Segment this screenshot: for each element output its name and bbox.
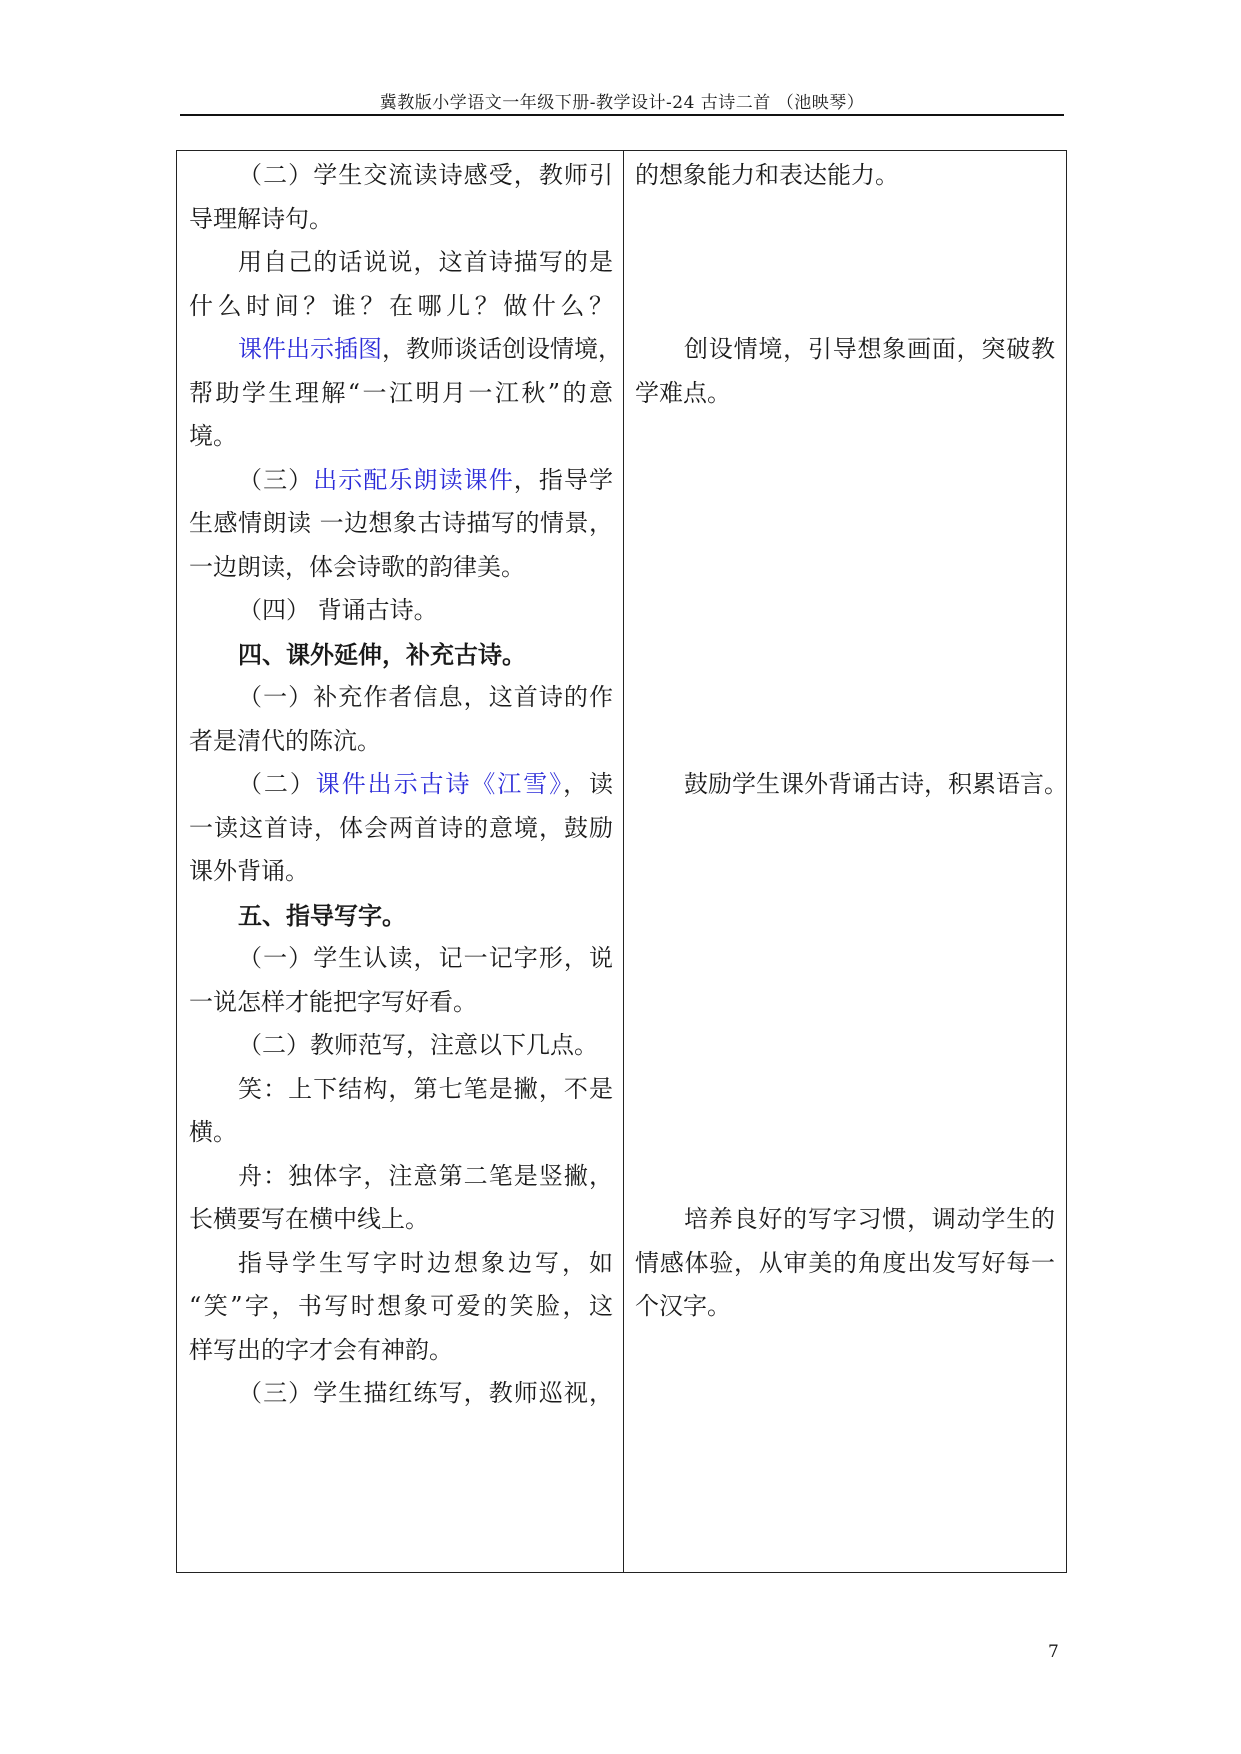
- column-divider: [623, 151, 624, 1572]
- text-line: [189, 456, 613, 505]
- text-line: [189, 847, 309, 896]
- page-number: 7: [1048, 1642, 1059, 1662]
- text-line: [189, 1195, 429, 1244]
- text-segment: （一）学生认读，记一记字形，说: [238, 944, 613, 972]
- text-line: [189, 760, 613, 809]
- text-segment: 五、指导写字。: [238, 901, 406, 930]
- text-line: [189, 238, 613, 287]
- text-line: [189, 499, 613, 548]
- text-segment: （二）学生交流读诗感受，教师引: [238, 161, 613, 189]
- text-line: [635, 1239, 1055, 1288]
- text-segment: 创设情境，引导想象画面，突破教: [684, 335, 1055, 363]
- text-line: [189, 543, 525, 592]
- text-segment: ，指导学: [513, 466, 614, 494]
- text-segment: （二）教师范写，注意以下几点。: [238, 1031, 598, 1059]
- text-segment: 指导学生写字时边想象边写，如: [238, 1249, 613, 1277]
- text-line: [635, 1282, 731, 1331]
- text-line: [635, 1195, 1055, 1244]
- text-segment: 鼓励学生课外背诵古诗，积累语言。: [684, 770, 1068, 798]
- text-segment: 用自己的话说说，这首诗描写的是: [238, 248, 613, 276]
- text-line: [189, 934, 613, 983]
- text-segment: 个汉字。: [635, 1292, 731, 1320]
- text-segment: 笑：上下结构，第七笔是撇，不是: [238, 1075, 613, 1103]
- text-line: [189, 586, 438, 635]
- text-segment: 一读这首诗，体会两首诗的意境，鼓励: [189, 814, 613, 842]
- text-segment: 导理解诗句。: [189, 205, 333, 233]
- text-line: [189, 325, 622, 374]
- lesson-table: [176, 150, 1067, 1573]
- text-segment: ，教师谈话创设情境，: [382, 335, 622, 363]
- text-segment: 生感情朗读 一边想象古诗描写的情景，: [189, 509, 613, 537]
- text-segment: 一说怎样才能把字写好看。: [189, 988, 477, 1016]
- text-segment: 学难点。: [635, 379, 731, 407]
- text-segment: （二）: [238, 770, 316, 798]
- courseware-link-text: 出示配乐朗读课件: [313, 466, 514, 494]
- text-segment: 帮助学生理解“一江明月一江秋”的意: [189, 379, 613, 407]
- text-line: [189, 1282, 613, 1331]
- text-line: [189, 1239, 613, 1288]
- text-line: [635, 760, 1068, 809]
- text-segment: 舟：独体字，注意第二笔是竖撇，: [238, 1162, 613, 1190]
- text-segment: 长横要写在横中线上。: [189, 1205, 429, 1233]
- text-line: [189, 1021, 598, 1070]
- text-segment: 横。: [189, 1118, 237, 1146]
- section-heading: [189, 891, 406, 940]
- text-segment: （一）补充作者信息，这首诗的作: [238, 683, 613, 711]
- text-segment: “笑”字，书写时想象可爱的笑脸，这: [189, 1292, 613, 1320]
- text-segment: （三）: [238, 466, 314, 494]
- header-rule: [180, 114, 1064, 116]
- text-line: [635, 325, 1055, 374]
- text-line: [189, 151, 613, 200]
- text-segment: 情感体验，从审美的角度出发写好每一: [635, 1249, 1055, 1277]
- text-line: [189, 673, 613, 722]
- text-segment: 什么时间？谁？在哪儿？做什么？: [189, 292, 613, 320]
- text-line: [189, 282, 613, 331]
- text-line: [189, 1369, 613, 1418]
- text-segment: 样写出的字才会有神韵。: [189, 1336, 453, 1364]
- text-line: [189, 412, 237, 461]
- text-segment: 培养良好的写字习惯，调动学生的: [684, 1205, 1055, 1233]
- text-line: [189, 369, 613, 418]
- text-line: [189, 1065, 613, 1114]
- text-line: [635, 151, 899, 200]
- text-segment: （三）学生描红练写，教师巡视，: [238, 1379, 613, 1407]
- page-header: 冀教版小学语文一年级下册-教学设计-24 古诗二首 （池映琴）: [379, 93, 865, 113]
- text-segment: 课外背诵。: [189, 857, 309, 885]
- text-line: [189, 717, 381, 766]
- text-segment: 者是清代的陈沆。: [189, 727, 381, 755]
- text-line: [189, 1326, 453, 1375]
- text-segment: 一边朗读，体会诗歌的韵律美。: [189, 553, 525, 581]
- text-line: [635, 369, 731, 418]
- courseware-link-text: 课件出示插图: [238, 335, 382, 363]
- text-segment: 的想象能力和表达能力。: [635, 161, 899, 189]
- text-line: [189, 1152, 613, 1201]
- text-line: [189, 1108, 237, 1157]
- text-line: [189, 804, 613, 853]
- text-segment: （四） 背诵古诗。: [238, 596, 438, 624]
- text-line: [189, 195, 333, 244]
- text-segment: 境。: [189, 422, 237, 450]
- text-segment: 四、课外延伸，补充古诗。: [238, 640, 526, 669]
- text-segment: ，读: [563, 770, 614, 798]
- text-line: [189, 978, 477, 1027]
- courseware-link-text: 课件出示古诗《江雪》: [315, 770, 564, 798]
- section-heading: [189, 630, 526, 679]
